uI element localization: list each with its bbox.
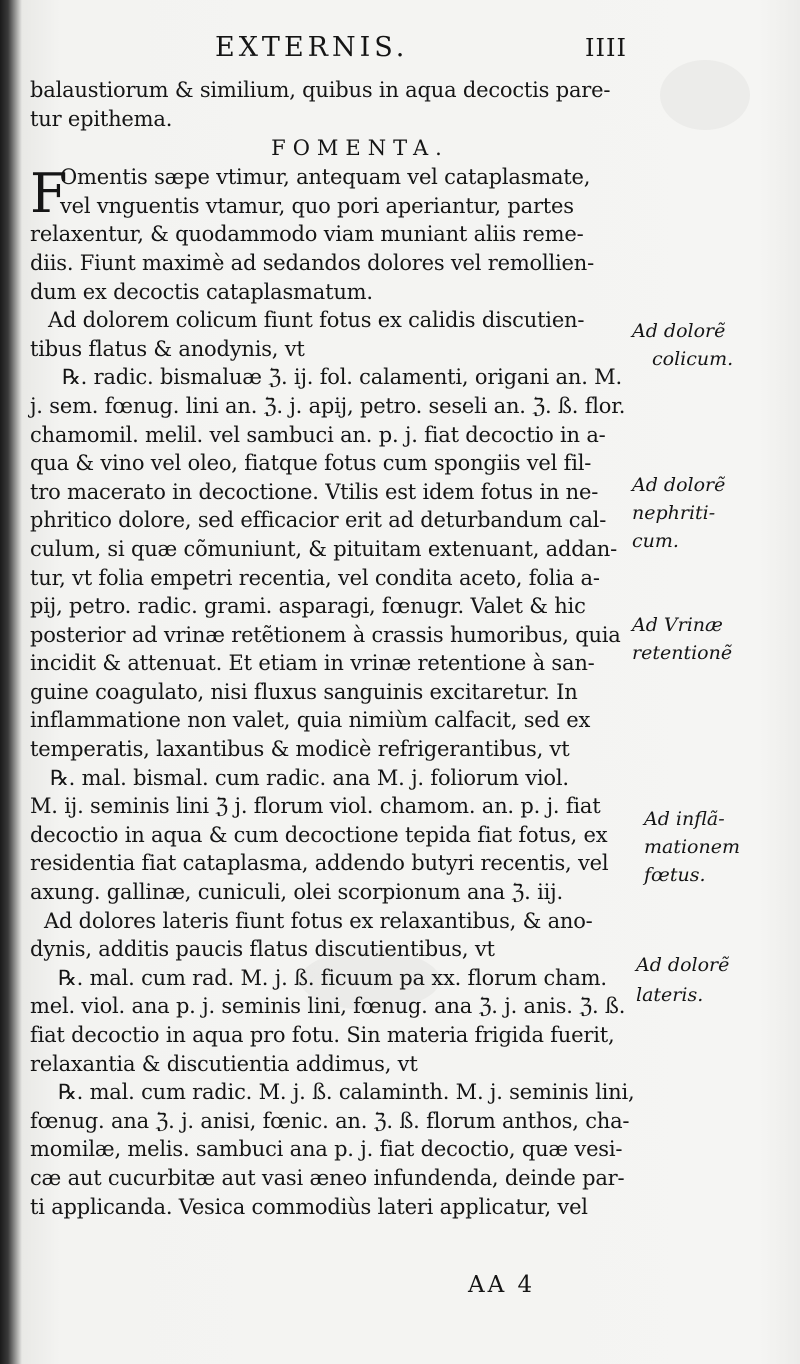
text-line: axung. gallinæ, cuniculi, olei scorpionum ana ℨ. iij. — [30, 880, 563, 905]
body-text — [30, 76, 635, 1221]
text-line: culum, si quæ cõmuniunt, & pituitam extenuant, addan- — [30, 536, 617, 561]
text-line: fœnug. ana ℨ. j. anisi, fœnic. an. ℨ. ß. florum anthos, cha- — [30, 1108, 630, 1133]
margin-note: Ad dolorẽ — [632, 474, 726, 496]
text-line: momilæ, melis. sambuci ana p. j. fiat decoctio, quæ vesi- — [30, 1137, 623, 1162]
text-line: Ad dolores lateris fiunt fotus ex relaxantibus, & ano- — [44, 908, 593, 933]
text-line: guine coagulato, nisi fluxus sanguinis excitaretur. In — [30, 679, 578, 704]
margin-note: Ad inflã- — [644, 808, 725, 830]
margin-note: colicum. — [652, 348, 734, 370]
text-line: temperatis, laxantibus & modicè refrigerantibus, vt — [30, 737, 570, 762]
margin-note: retentionẽ — [632, 642, 733, 664]
text-line: ti applicanda. Vesica commodiùs lateri applicatur, vel — [30, 1194, 588, 1219]
text-line: M. ij. seminis lini ℨ j. florum viol. chamom. an. p. j. fiat — [30, 794, 601, 819]
text-line: diis. Fiunt maximè ad sedandos dolores vel remollien- — [30, 250, 594, 275]
text-line: relaxantia & discutientia addimus, vt — [30, 1051, 418, 1076]
text-line: ℞. mal. cum radic. M. j. ß. calaminth. M. j. seminis lini, — [58, 1080, 635, 1105]
text-line: balaustiorum & similium, quibus in aqua decoctis pare- — [30, 78, 611, 102]
text-line: tibus flatus & anodynis, vt — [30, 336, 305, 361]
text-line: incidit & attenuat. Et etiam in vrinæ retentione à san- — [30, 651, 595, 676]
text-line: fiat decoctio in aqua pro fotu. Sin materia frigida fuerit, — [30, 1023, 615, 1047]
text-line: vel vnguentis vtamur, quo pori aperiantur, partes — [60, 193, 574, 218]
running-head — [0, 30, 800, 70]
text-line: chamomil. melil. vel sambuci an. p. j. fiat decoctio in a- — [30, 422, 606, 447]
margin-note: lateris. — [636, 984, 704, 1006]
text-line: inflammatione non valet, quia nimiùm calfacit, sed ex — [30, 708, 591, 733]
margin-note: Ad Vrinæ — [632, 614, 723, 636]
drop-cap: F — [30, 162, 68, 226]
text-line: pij, petro. radic. grami. asparagi, fœnugr. Valet & hic — [30, 594, 586, 619]
margin-note: Ad dolorẽ — [632, 320, 726, 342]
page-number: IIII — [585, 34, 627, 62]
margin-note: mationem — [644, 836, 740, 858]
section-heading: FOMENTA. — [271, 136, 449, 161]
margin-note: Ad dolorẽ — [636, 954, 730, 976]
text-line: tur epithema. — [30, 106, 173, 131]
text-line: posterior ad vrinæ retẽtionem à crassis humoribus, quia — [30, 622, 621, 647]
text-line: mel. viol. ana p. j. seminis lini, fœnug. ana ℨ. j. anis. ℨ. ß. — [30, 994, 626, 1019]
text-line: qua & vino vel oleo, fiatque fotus cum spongiis vel fil- — [30, 451, 592, 476]
text-line: phritico dolore, sed efficacior erit ad deturbandum cal- — [30, 508, 607, 533]
text-line: j. sem. fœnug. lini an. ℨ. j. apij, petro. seseli an. ℨ. ß. flor. — [30, 393, 626, 418]
text-line: dum ex decoctis cataplasmatum. — [30, 279, 373, 304]
running-title: EXTERNIS. — [215, 32, 409, 63]
text-line: Ad dolorem colicum fiunt fotus ex calidis discutien- — [48, 308, 585, 333]
text-line: tro macerato in decoctione. Vtilis est idem fotus in ne- — [30, 479, 599, 504]
margin-note: fœtus. — [644, 864, 706, 886]
text-line: ℞. mal. bismal. cum radic. ana M. j. foliorum viol. — [50, 765, 569, 790]
signature-mark: AA 4 — [468, 1272, 536, 1298]
text-line: relaxentur, & quodammodo viam muniant aliis reme- — [30, 222, 584, 247]
text-line: dynis, additis paucis flatus discutientibus, vt — [30, 937, 495, 962]
text-line: ℞. radic. bismaluæ ℨ. ij. fol. calamenti, origani an. M. — [62, 365, 622, 390]
text-line: residentia fiat cataplasma, addendo butyri recentis, vel — [30, 851, 609, 876]
text-line: tur, vt folia empetri recentia, vel condita aceto, folia a- — [30, 565, 600, 590]
text-line: decoctio in aqua & cum decoctione tepida fiat fotus, ex — [30, 822, 608, 847]
paper-stain — [660, 60, 750, 130]
margin-note: cum. — [632, 530, 679, 552]
text-line: cæ aut cucurbitæ aut vasi æneo infundenda, deinde par- — [30, 1165, 625, 1190]
margin-note: nephriti- — [632, 502, 716, 524]
text-line-content: Omentis sæpe vtimur, antequam vel cataplasmate, — [60, 165, 591, 190]
text-line: ℞. mal. cum rad. M. j. ß. ficuum pa xx. florum cham. — [58, 965, 607, 990]
